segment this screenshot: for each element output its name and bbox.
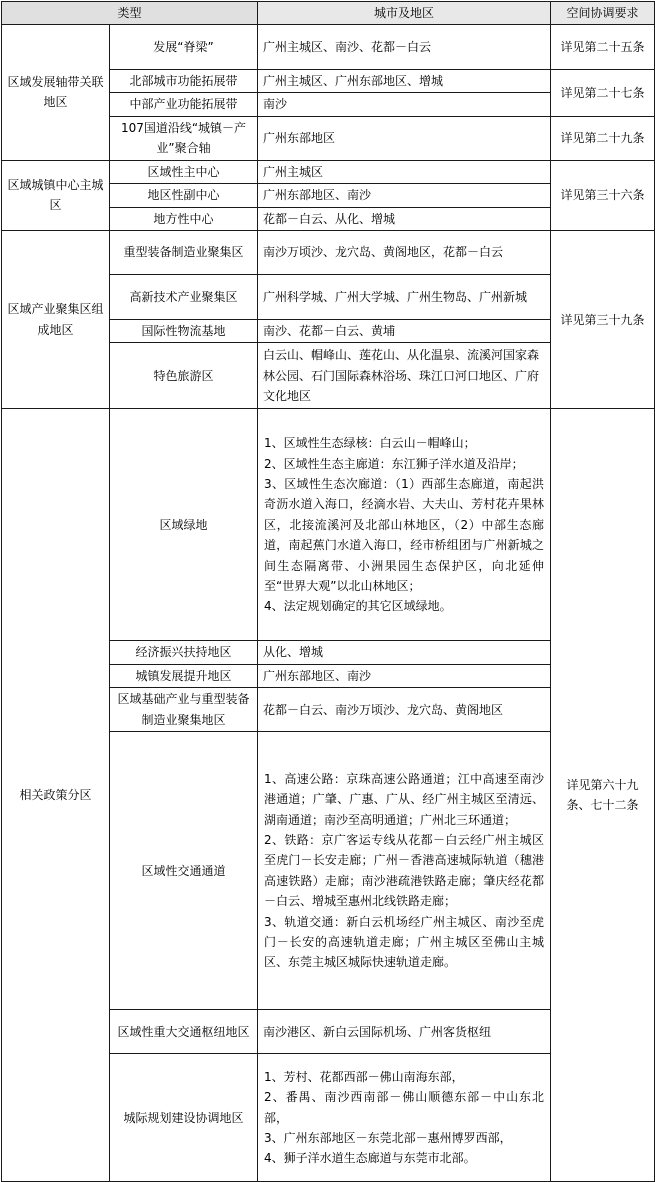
subtype-cell: 北部城市功能拓展带	[110, 70, 258, 93]
subtype-cell: 重型装备制造业聚集区	[110, 231, 258, 275]
subtype-cell: 中部产业功能拓展带	[110, 93, 258, 116]
city-cell	[258, 1054, 551, 1182]
list-item: 4、法定规划确定的其它区域绿地。	[264, 599, 452, 614]
city-cell	[258, 409, 551, 641]
requirement-cell: 详见第六十九条、七十二条	[551, 409, 655, 1182]
subtype-cell: 特色旅游区	[110, 343, 258, 409]
requirement-cell: 详见第三十九条	[551, 231, 655, 409]
table-row	[2, 160, 655, 183]
city-cell: 南沙、花都－白云、黄埔	[258, 320, 551, 343]
subtype-cell: 高新技术产业聚集区	[110, 275, 258, 320]
city-cell: 南沙万顷沙、龙穴岛、黄阁地区，花都－白云	[258, 231, 551, 275]
city-cell: 白云山、帽峰山、莲花山、从化温泉、流溪河国家森林公园、石门国际森林浴场、珠江口河口地区、广府文化地区	[258, 343, 551, 409]
city-cell: 从化、增城	[258, 641, 551, 664]
table-row	[2, 25, 655, 70]
list-item: 4、狮子洋水道生态廊道与东莞市北部。	[264, 1151, 476, 1166]
city-cell: 南沙港区、新白云国际机场、广州客货枢纽	[258, 1010, 551, 1054]
city-cell	[258, 732, 551, 1010]
city-cell: 广州科学城、广州大学城、广州生物岛、广州新城	[258, 275, 551, 320]
group-name: 相关政策分区	[2, 409, 110, 1182]
subtype-cell: 国际性物流基地	[110, 320, 258, 343]
list-item: 2、区域性生态主廊道：东江狮子洋水道及沿岸；	[264, 456, 524, 471]
subtype-cell: 城际规划建设协调地区	[110, 1054, 258, 1182]
city-cell: 广州东部地区、南沙	[258, 664, 551, 687]
subtype-cell: 区域性主中心	[110, 160, 258, 183]
list-item: 2、铁路：京广客运专线从花都－白云经广州主城区至虎门－长安走廊；广州－香港高速城际轨道（穗港高速铁路）走廊；南沙港疏港铁路走廊；肇庆经花都－白云、增城至惠州北线铁路走廊；	[264, 832, 545, 909]
city-cell: 广州东部地区	[258, 116, 551, 160]
list-item: 3、轨道交通：新白云机场经广州主城区、南沙至虎门－长安的高速轨道走廊；广州主城区至佛山主城区、东莞主城区城际快速轨道走廊。	[264, 914, 545, 970]
requirement-cell: 详见第二十九条	[551, 116, 655, 160]
subtype-cell: 区域绿地	[110, 409, 258, 641]
requirement-cell: 详见第三十六条	[551, 160, 655, 230]
subtype-cell: 区域基础产业与重型装备制造业聚集地区	[110, 688, 258, 732]
city-cell: 广州主城区、南沙、花都－白云	[258, 25, 551, 70]
list-item: 1、高速公路：京珠高速公路通道；江中高速至南沙港通道；广肇、广惠、广从、经广州主城区至清远、湖南通道；南沙至高明通道；广州北三环通道；	[264, 771, 545, 827]
header-city: 城市及地区	[258, 2, 551, 25]
list-item: 2、番禺、南沙西南部－佛山顺德东部－中山东北部，	[264, 1090, 545, 1125]
subtype-cell: 107国道沿线“城镇－产业”聚合轴	[110, 116, 258, 160]
header-requirement: 空间协调要求	[551, 2, 655, 25]
list-item: 3、区域性生态次廊道：（1）西部生态廊道，南起洪奇沥水道入海口，经滴水岩、大夫山、芳村花卉果林区，北接流溪河及北部山林地区，（2）中部生态廊道，南起蕉门水道入海口，经市桥组团与广州新城之间生态隔离带、小洲果园生态保护区，向北延伸至“世界大观”以北山林地区；	[264, 476, 545, 593]
subtype-cell: 城镇发展提升地区	[110, 664, 258, 687]
table-header-row	[2, 2, 655, 25]
spatial-coordination-table	[1, 1, 655, 1182]
requirement-cell: 详见第二十五条	[551, 25, 655, 70]
requirement-cell: 详见第二十七条	[551, 70, 655, 117]
city-cell: 花都－白云、从化、增城	[258, 207, 551, 230]
header-type: 类型	[2, 2, 258, 25]
city-cell: 广州主城区	[258, 160, 551, 183]
list-item: 1、芳村、花都西部－佛山南海东部，	[264, 1069, 464, 1084]
subtype-cell: 地方性中心	[110, 207, 258, 230]
table-row	[2, 231, 655, 275]
group-name: 区域城镇中心主城区	[2, 160, 110, 230]
subtype-cell: 发展“脊梁”	[110, 25, 258, 70]
city-cell: 南沙	[258, 93, 551, 116]
subtype-cell: 区域性重大交通枢纽地区	[110, 1010, 258, 1054]
city-cell: 花都－白云、南沙万顷沙、龙穴岛、黄阁地区	[258, 688, 551, 732]
subtype-cell: 地区性副中心	[110, 184, 258, 207]
city-cell: 广州主城区、广州东部地区、增城	[258, 70, 551, 93]
list-item: 1、区域性生态绿核：白云山－帽峰山；	[264, 436, 476, 451]
table-row	[2, 409, 655, 641]
subtype-cell: 经济振兴扶持地区	[110, 641, 258, 664]
group-name: 区域产业聚集区组成地区	[2, 231, 110, 409]
group-name: 区域发展轴带关联地区	[2, 25, 110, 161]
city-cell: 广州东部地区、南沙	[258, 184, 551, 207]
subtype-cell: 区域性交通通道	[110, 732, 258, 1010]
list-item: 3、广州东部地区－东莞北部－惠州博罗西部，	[264, 1130, 512, 1145]
